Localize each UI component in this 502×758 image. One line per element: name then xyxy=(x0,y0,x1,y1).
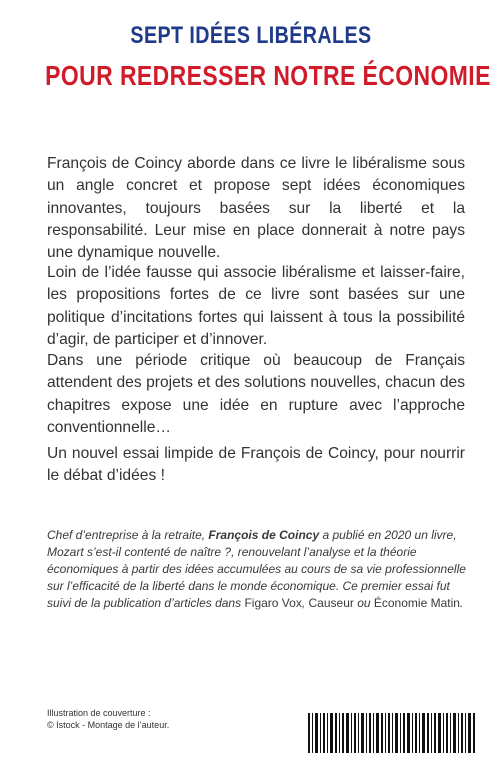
author-name: François de Coincy xyxy=(208,528,320,542)
publication-causeur: Causeur xyxy=(308,595,354,610)
author-bio xyxy=(47,527,467,612)
barcode-graphic xyxy=(302,707,480,753)
summary-paragraph-1: François de Coincy aborde dans ce livre le libéralisme sous un angle concret et propose sept idées économiques innovantes, toujours basées sur la liberté et la responsabilité. Leur mise en place donnerait à notre pays une dynamique nouvelle. xyxy=(47,155,465,262)
bio-separator-1: , xyxy=(301,595,309,610)
publication-economie-matin: Économie Matin xyxy=(373,595,460,610)
bio-separator-2: ou xyxy=(353,595,374,610)
credit-line-2: © Istock - Montage de l’auteur. xyxy=(47,720,170,730)
cover-credit xyxy=(47,707,227,731)
bio-end: . xyxy=(459,595,464,610)
bio-text-3: Mozart s’est-il contenté de naître ?, renouvelant l’analyse et la théorie économiques à partir des idées accumulées au cours de sa vie professionnelle sur l’efficacité de la liberté dans le monde économique. Ce premier essai fut suivi de la publication d’articles dans xyxy=(47,544,466,610)
summary-paragraph-2: Loin de l’idée fausse qui associe libéralisme et laisser-faire, les propositions fortes de ce livre sont basées sur une politique d’incitations fortes qui laissent à tous la possibilité d’agir, de participer et d’innover. xyxy=(47,264,465,348)
cover-title-line-1: SEPT IDÉES LIBÉRALES xyxy=(130,22,372,49)
barcode xyxy=(302,707,480,753)
bio-text-1: Chef d’entreprise à la retraite, xyxy=(47,528,209,542)
bio-text-2: a publié en 2020 un livre, xyxy=(319,528,457,542)
cover-title-line-2: POUR REDRESSER NOTRE ÉCONOMIE xyxy=(45,60,491,91)
publication-figaro-vox: Figaro Vox xyxy=(244,595,302,610)
summary-paragraph-3: Dans une période critique où beaucoup de Français attendent des projets et des solutions nouvelles, chacun des chapitres expose une idée en rupture avec l’approche conventionnelle… xyxy=(47,352,465,436)
credit-line-1: Illustration de couverture : xyxy=(47,708,151,718)
summary-paragraph-4: Un nouvel essai limpide de François de Coincy, pour nourrir le débat d’idées ! xyxy=(47,445,465,485)
